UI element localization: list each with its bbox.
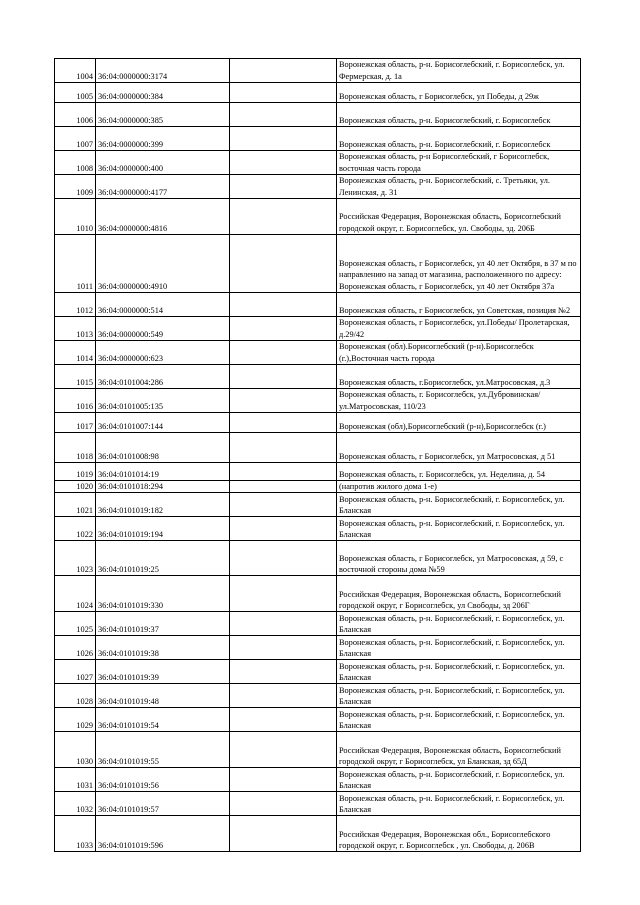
row-number: 1013	[55, 317, 96, 341]
cadastral-number: 36:04:0101019:56	[96, 768, 230, 792]
cadastral-number: 36:04:0101019:54	[96, 708, 230, 732]
row-number: 1008	[55, 151, 96, 175]
row-number: 1020	[55, 481, 96, 493]
row-number: 1023	[55, 541, 96, 576]
table-row	[55, 317, 581, 341]
table-row	[55, 341, 581, 365]
empty-cell	[230, 293, 337, 317]
address-cell: Воронежская область, г Борисоглебск, ул Советская, позиция №2	[337, 293, 581, 317]
address-cell: Воронежская область, г Борисоглебск, ул 40 лет Октября, в 37 м по направлению на запад от магазина, расположенного по адресу: Воронежская область, г Борисоглебск, ул 40 лет Октября 37а	[337, 235, 581, 293]
address-cell: Воронежская область, р-н. Борисоглебский, г. Борисоглебск, ул. Бланская	[337, 768, 581, 792]
table-row	[55, 413, 581, 433]
empty-cell	[230, 317, 337, 341]
row-number: 1025	[55, 612, 96, 636]
row-number: 1029	[55, 708, 96, 732]
table-row	[55, 293, 581, 317]
cadastral-number: 36:04:0101019:39	[96, 660, 230, 684]
empty-cell	[230, 413, 337, 433]
empty-cell	[230, 199, 337, 235]
address-cell: Воронежская область, г. Борисоглебск, ул. Неделина, д. 54	[337, 463, 581, 481]
row-number: 1024	[55, 576, 96, 612]
empty-cell	[230, 365, 337, 389]
address-cell: Воронежская область, р-н. Борисоглебский, г. Борисоглебск, ул. Бланская	[337, 493, 581, 517]
cadastral-number: 36:04:0000000:549	[96, 317, 230, 341]
address-cell: Российская Федерация, Воронежская область, Борисоглебский городской округ, г Борисоглебск, ул Свободы, зд 206Г	[337, 576, 581, 612]
empty-cell	[230, 83, 337, 103]
table-row	[55, 433, 581, 463]
cadastral-number: 36:04:0101019:182	[96, 493, 230, 517]
cadastral-number: 36:04:0000000:4816	[96, 199, 230, 235]
empty-cell	[230, 792, 337, 816]
cadastral-number: 36:04:0101005:135	[96, 389, 230, 413]
row-number: 1030	[55, 732, 96, 768]
address-cell: Воронежская область, р-н. Борисоглебский, с. Третьяки, ул. Ленинская, д. 31	[337, 175, 581, 199]
row-number: 1033	[55, 816, 96, 852]
row-number: 1005	[55, 83, 96, 103]
address-cell: Воронежская область, р-н. Борисоглебский, г. Борисоглебск	[337, 103, 581, 127]
empty-cell	[230, 175, 337, 199]
empty-cell	[230, 768, 337, 792]
table-row	[55, 365, 581, 389]
cadastral-number: 36:04:0000000:384	[96, 83, 230, 103]
row-number: 1014	[55, 341, 96, 365]
cadastral-number: 36:04:0101007:144	[96, 413, 230, 433]
cadastral-number: 36:04:0101019:57	[96, 792, 230, 816]
row-number: 1009	[55, 175, 96, 199]
row-number: 1026	[55, 636, 96, 660]
empty-cell	[230, 517, 337, 541]
cadastral-number: 36:04:0101019:330	[96, 576, 230, 612]
address-cell: Воронежская область, г.Борисоглебск, ул.Матросовская, д.3	[337, 365, 581, 389]
empty-cell	[230, 493, 337, 517]
table-row	[55, 517, 581, 541]
cadastral-number: 36:04:0000000:385	[96, 103, 230, 127]
row-number: 1031	[55, 768, 96, 792]
cadastral-number: 36:04:0000000:399	[96, 127, 230, 151]
row-number: 1018	[55, 433, 96, 463]
row-number: 1021	[55, 493, 96, 517]
address-cell: Воронежская область, р-н. Борисоглебский, г. Борисоглебск	[337, 127, 581, 151]
address-cell: Воронежская область, р-н. Борисоглебский, г. Борисоглебск, ул. Бланская	[337, 612, 581, 636]
empty-cell	[230, 127, 337, 151]
address-cell: Воронежская область, р-н. Борисоглебский, г. Борисоглебск, ул. Бланская	[337, 708, 581, 732]
empty-cell	[230, 732, 337, 768]
address-cell: Воронежская область, р-н. Борисоглебский, г. Борисоглебск, ул. Бланская	[337, 792, 581, 816]
table-row	[55, 576, 581, 612]
empty-cell	[230, 463, 337, 481]
cadastral-number: 36:04:0000000:514	[96, 293, 230, 317]
address-cell: Воронежская область, г Борисоглебск, ул Победы, д 29ж	[337, 83, 581, 103]
row-number: 1010	[55, 199, 96, 235]
table-row	[55, 612, 581, 636]
table-row	[55, 708, 581, 732]
table-row	[55, 541, 581, 576]
cadastral-number: 36:04:0101019:25	[96, 541, 230, 576]
cadastral-number: 36:04:0101019:48	[96, 684, 230, 708]
row-number: 1007	[55, 127, 96, 151]
table-row	[55, 636, 581, 660]
empty-cell	[230, 636, 337, 660]
empty-cell	[230, 151, 337, 175]
table-row	[55, 199, 581, 235]
row-number: 1012	[55, 293, 96, 317]
address-cell: Воронежская область, р-н. Борисоглебский, г. Борисоглебск, ул. Бланская	[337, 517, 581, 541]
address-cell: Воронежская область, р-н. Борисоглебский, г. Борисоглебск, ул. Бланская	[337, 684, 581, 708]
table-row	[55, 389, 581, 413]
row-number: 1022	[55, 517, 96, 541]
empty-cell	[230, 816, 337, 852]
address-cell: Воронежская область, г Борисоглебск, ул Матросовская, д 51	[337, 433, 581, 463]
table-body	[55, 59, 581, 852]
empty-cell	[230, 708, 337, 732]
table-row	[55, 481, 581, 493]
address-cell: Воронежская область, р-н Борисоглебский, г Борисоглебск, восточная часть города	[337, 151, 581, 175]
cadastral-number: 36:04:0101019:55	[96, 732, 230, 768]
cadastral-number: 36:04:0000000:623	[96, 341, 230, 365]
row-number: 1011	[55, 235, 96, 293]
empty-cell	[230, 389, 337, 413]
table-row	[55, 732, 581, 768]
table-row	[55, 59, 581, 83]
cadastral-number: 36:04:0101004:286	[96, 365, 230, 389]
empty-cell	[230, 541, 337, 576]
empty-cell	[230, 341, 337, 365]
cadastral-number: 36:04:0101018:294	[96, 481, 230, 493]
row-number: 1006	[55, 103, 96, 127]
cadastral-number: 36:04:0101019:596	[96, 816, 230, 852]
address-cell: Российская Федерация, Воронежская область, Борисоглебский городской округ, г. Борисоглебск, ул. Свободы, зд. 206Б	[337, 199, 581, 235]
row-number: 1032	[55, 792, 96, 816]
row-number: 1028	[55, 684, 96, 708]
table-row	[55, 684, 581, 708]
table-row	[55, 660, 581, 684]
cadastral-number: 36:04:0101008:98	[96, 433, 230, 463]
address-cell: Российская Федерация, Воронежская область, Борисоглебский городской округ, г Борисоглебск, ул Бланская, зд 65Д	[337, 732, 581, 768]
cadastral-number: 36:04:0000000:4177	[96, 175, 230, 199]
table-row	[55, 151, 581, 175]
cadastral-table	[54, 58, 581, 852]
address-cell: (напротив жилого дома 1-е)	[337, 481, 581, 493]
empty-cell	[230, 103, 337, 127]
row-number: 1017	[55, 413, 96, 433]
cadastral-number: 36:04:0101014:19	[96, 463, 230, 481]
address-cell: Воронежская (обл).Борисоглебский (р-н).Борисоглебск (г.),Восточная часть города	[337, 341, 581, 365]
table-row	[55, 792, 581, 816]
row-number: 1019	[55, 463, 96, 481]
table-row	[55, 493, 581, 517]
row-number: 1016	[55, 389, 96, 413]
cadastral-number: 36:04:0101019:37	[96, 612, 230, 636]
table-row	[55, 175, 581, 199]
empty-cell	[230, 576, 337, 612]
row-number: 1027	[55, 660, 96, 684]
address-cell: Воронежская область, г. Борисоглебск, ул.Дубровинская/ул.Матросовская, 110/23	[337, 389, 581, 413]
empty-cell	[230, 684, 337, 708]
address-cell: Российская Федерация, Воронежская обл., Борисоглебского городской округ, г. Борисоглебск , ул. Свободы, д. 206В	[337, 816, 581, 852]
table-row	[55, 83, 581, 103]
cadastral-number: 36:04:0000000:4910	[96, 235, 230, 293]
address-cell: Воронежская область, р-н. Борисоглебский, г. Борисоглебск, ул. Фермерская, д. 1а	[337, 59, 581, 83]
empty-cell	[230, 235, 337, 293]
empty-cell	[230, 481, 337, 493]
empty-cell	[230, 660, 337, 684]
table-row	[55, 103, 581, 127]
address-cell: Воронежская область, р-н. Борисоглебский, г. Борисоглебск, ул. Бланская	[337, 660, 581, 684]
table-row	[55, 127, 581, 151]
table-row	[55, 463, 581, 481]
empty-cell	[230, 433, 337, 463]
row-number: 1004	[55, 59, 96, 83]
address-cell: Воронежская область, р-н. Борисоглебский, г. Борисоглебск, ул. Бланская	[337, 636, 581, 660]
empty-cell	[230, 612, 337, 636]
cadastral-number: 36:04:0101019:194	[96, 517, 230, 541]
address-cell: Воронежская область, г Борисоглебск, ул.Победы/ Пролетарская, д.29/42	[337, 317, 581, 341]
address-cell: Воронежская область, г Борисоглебск, ул Матросовская, д 59, с восточной стороны дома №59	[337, 541, 581, 576]
table-row	[55, 816, 581, 852]
cadastral-number: 36:04:0000000:400	[96, 151, 230, 175]
empty-cell	[230, 59, 337, 83]
table-row	[55, 235, 581, 293]
cadastral-number: 36:04:0101019:38	[96, 636, 230, 660]
row-number: 1015	[55, 365, 96, 389]
table-row	[55, 768, 581, 792]
address-cell: Воронежская (обл),Борисоглебский (р-н),Борисоглебск (г.)	[337, 413, 581, 433]
cadastral-number: 36:04:0000000:3174	[96, 59, 230, 83]
